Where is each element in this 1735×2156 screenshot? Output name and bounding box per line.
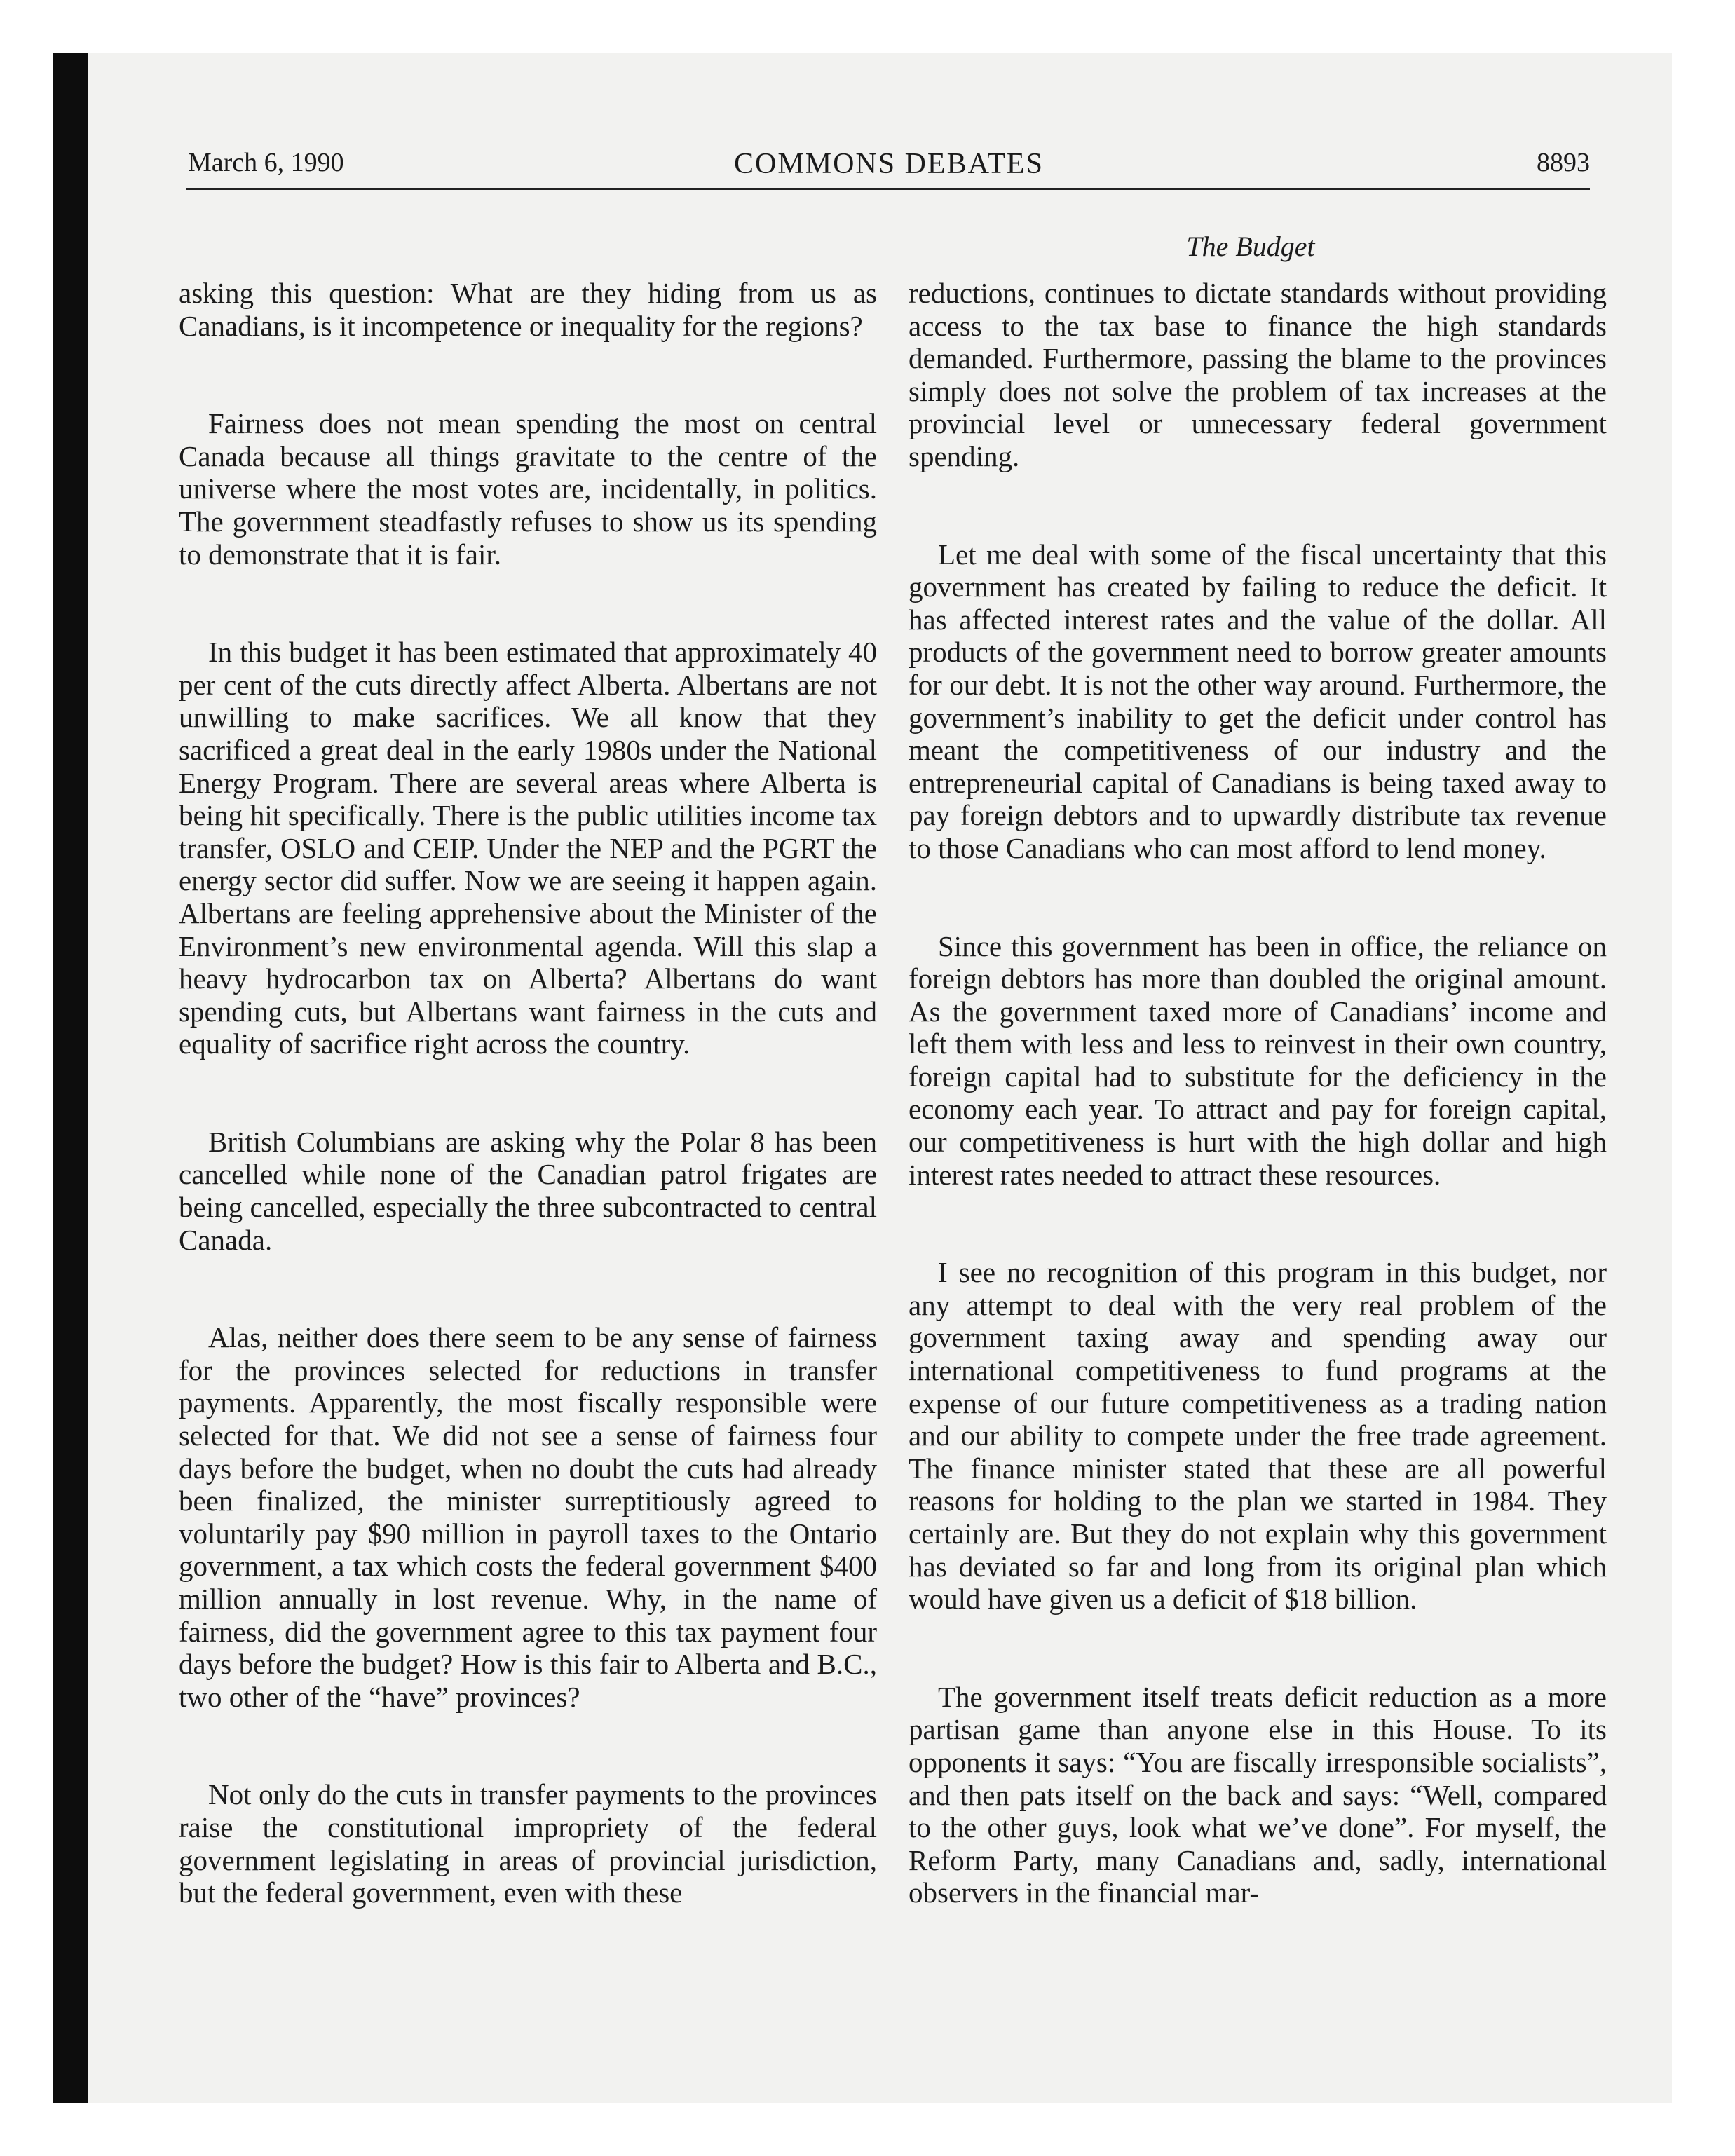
paragraph: British Columbians are asking why the Polar 8 has been cancelled while none of the Canadian patrol frigates are being cancelled, especially the three subcontracted to central Canada. [179,1125,877,1256]
paragraph: Not only do the cuts in transfer payments to the provinces raise the constitutional impropriety of the federal government legislating in areas of provincial jurisdiction, but the federal government, even with these [179,1778,877,1909]
paragraph: Since this government has been in office, the reliance on foreign debtors has more than doubled the original amount. As the government taxed more of Canadians’ income and left them with less and less to reinvest in their own country, foreign capital had to substitute for the deficiency in the economy each year. To attract and pay for foreign capital, our competitiveness is hurt with the high dollar and high interest rates needed to attract these resources. [909,929,1607,1191]
right-column [909,277,1607,1909]
page-number: 8893 [1537,148,1590,177]
paragraph: I see no recognition of this program in this budget, nor any attempt to deal with the very real problem of the government taxing away and spending away our international competitiveness to fund programs at the expense of our future competitiveness as a trading nation and our ability to compete under the free trade agreement. The finance minister stated that these are all powerful reasons for holding to the plan we started in 1984. They certainly are. But they do not explain why this government has deviated so far and long from its original plan which would have given us a deficit of $18 billion. [909,1256,1607,1616]
page-header [188,147,1590,186]
paragraph: The government itself treats deficit reduction as a more partisan game than anyone else in this House. To its opponents it says: “You are fiscally irresponsible socialists”, and then pats itself on the back and says: “Well, compared to the other guys, look what we’ve done”. For myself, the Reform Party, many Canadians and, sadly, international observers in the financial mar- [909,1680,1607,1909]
left-column [179,277,877,1909]
section-title: The Budget [1186,231,1315,262]
paragraph: asking this question: What are they hiding from us as Canadians, is it incompetence or inequality for the regions? [179,277,877,342]
binding-shadow [53,53,88,2103]
header-title: COMMONS DEBATES [734,148,1044,180]
paragraph: Fairness does not mean spending the most on central Canada because all things gravitate to the centre of the universe where the most votes are, incidentally, in politics. The government steadfastly refuses to show us its spending to demonstrate that it is fair. [179,407,877,571]
paragraph: Let me deal with some of the fiscal uncertainty that this government has created by failing to reduce the deficit. It has affected interest rates and the value of the dollar. All products of the government need to borrow greater amounts for our debt. It is not the other way around. Furthermore, the government’s inability to get the deficit under control has meant the competitiveness of our industry and the entrepreneurial capital of Canadians is being taxed away to pay foreign debtors and to upwardly distribute tax revenue to those Canadians who can most afford to lend money. [909,538,1607,864]
header-date: March 6, 1990 [188,148,344,177]
paragraph: In this budget it has been estimated that approximately 40 per cent of the cuts directly affect Alberta. Albertans are not unwilling to make sacrifices. We all know that they sacrificed a great deal in the early 1980s under the National Energy Program. There are several areas where Alberta is being hit specifically. There is the public utilities income tax transfer, OSLO and CEIP. Under the NEP and the PGRT the energy sector did suffer. Now we are seeing it happen again. Albertans are feeling apprehensive about the Minister of the Environment’s new environmental agenda. Will this slap a heavy hydrocarbon tax on Alberta? Albertans do want spending cuts, but Albertans want fairness in the cuts and equality of sacrifice right across the country. [179,636,877,1060]
paragraph: reductions, continues to dictate standards without providing access to the tax base to finance the high standards demanded. Furthermore, passing the blame to the provinces simply does not solve the problem of tax increases at the provincial level or unnecessary federal government spending. [909,277,1607,472]
paragraph: Alas, neither does there seem to be any sense of fairness for the provinces selected for reductions in transfer payments. Apparently, the most fiscally responsible were selected for that. We did not see a sense of fairness four days before the budget, when no doubt the cuts had already been finalized, the minister surreptitiously agreed to voluntarily pay $90 million in payroll taxes to the Ontario government, a tax which costs the federal government $400 million annually in lost revenue. Why, in the name of fairness, did the government agree to this tax payment four days before the budget? How is this fair to Alberta and B.C., two other of the “have” provinces? [179,1321,877,1713]
header-rule [186,188,1590,190]
